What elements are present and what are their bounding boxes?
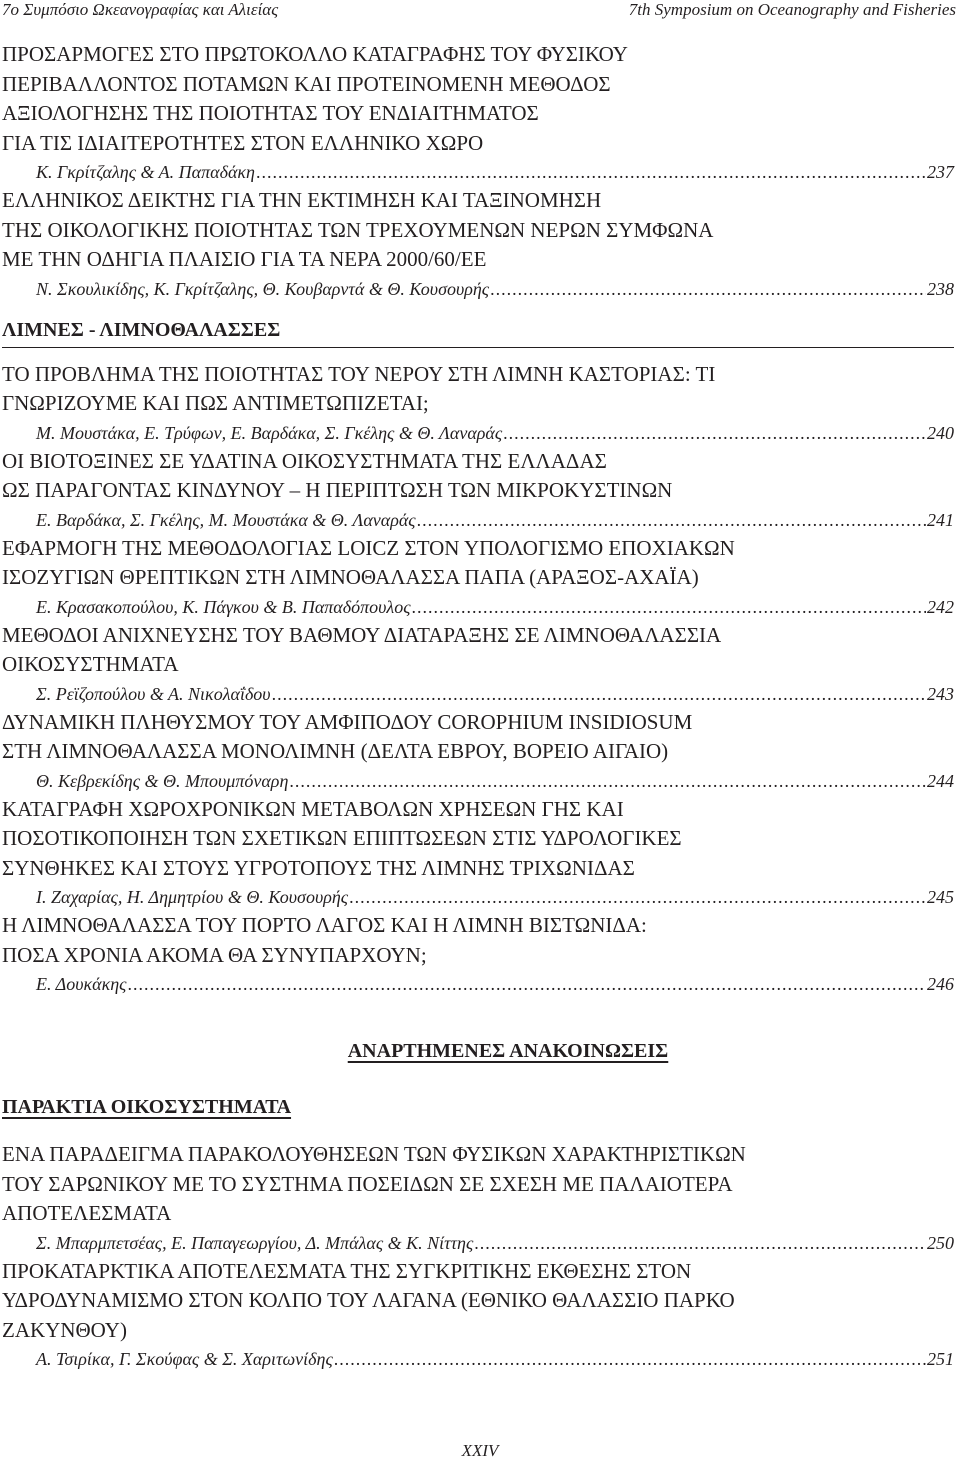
entry-title-line: ΙΣΟΖΥΓΙΩΝ ΘΡΕΠΤΙΚΩΝ ΣΤΗ ΛΙΜΝΟΘΑΛΑΣΣΑ ΠΑΠΑ (ΑΡΑΞΟΣ-ΑΧΑΪΑ) xyxy=(2,565,699,589)
entry-page-number: 238 xyxy=(927,278,954,299)
entry-title-line: ΣΤΗ ΛΙΜΝΟΘΑΛΑΣΣΑ ΜΟΝΟΛΙΜΝΗ (ΔΕΛΤΑ ΕΒΡΟΥ, ΒΟΡΕΙΟ ΑΙΓΑΙΟ) xyxy=(2,739,669,763)
entry-title-line: ΜΕΘΟΔΟΙ ΑΝΙΧΝΕΥΣΗΣ ΤΟΥ ΒΑΘΜΟΥ ΔΙΑΤΑΡΑΞΗΣ ΣΕ ΛΙΜΝΟΘΑΛΑΣΣΙΑ xyxy=(2,622,722,647)
entry-title-line: ΔΥΝΑΜΙΚΗ ΠΛΗΘΥΣΜΟΥ ΤΟΥ ΑΜΦΙΠΟΔΟΥ COROPHIUM INSIDIOSUM xyxy=(2,709,693,734)
entry-title-line: ΠΡΟΚΑΤΑΡΚΤΙΚΑ ΑΠΟΤΕΛΕΣΜΑΤΑ ΤΗΣ ΣΥΓΚΡΙΤΙΚΗΣ ΕΚΘΕΣΗΣ ΣΤΟΝ xyxy=(2,1258,692,1283)
entry-title-line: ΓΙΑ ΤΙΣ ΙΔΙΑΙΤΕΡΟΤΗΤΕΣ ΣΤΟΝ ΕΛΛΗΝΙΚΟ ΧΩΡΟ xyxy=(2,130,484,155)
entry-page-number: 240 xyxy=(927,422,954,443)
entry-authors-row xyxy=(2,767,954,795)
entry-title-line: ΣΥΝΘΗΚΕΣ ΚΑΙ ΣΤΟΥΣ ΥΓΡΟΤΟΠΟΥΣ ΤΗΣ ΛΙΜΝΗΣ ΤΡΙΧΩΝΙΔΑΣ xyxy=(2,855,635,880)
entry-title-line: ΤΟΥ ΣΑΡΩΝΙΚΟΥ ΜΕ ΤΟ ΣΥΣΤΗΜΑ ΠΟΣΕΙΔΩΝ ΣΕ ΣΧΕΣΗ ΜΕ ΠΑΛΑΙΟΤΕΡΑ xyxy=(2,1171,733,1196)
toc-group-coastal xyxy=(2,1140,954,1373)
entry-page-number: 251 xyxy=(927,1349,954,1369)
toc-content xyxy=(2,40,954,1373)
entry-title-line: ΠΟΣΟΤΙΚΟΠΟΙΗΣΗ ΤΩΝ ΣΧΕΤΙΚΩΝ ΕΠΙΠΤΩΣΕΩΝ ΣΤΙΣ ΥΔΡΟΛΟΓΙΚΕΣ xyxy=(2,826,682,850)
entry-authors-row xyxy=(2,506,954,534)
running-header xyxy=(2,0,956,22)
header-left: 7ο Συμπόσιο Ωκεανογραφίας και Αλιείας xyxy=(2,0,279,19)
entry-title-line: ΠΡΟΣΑΡΜΟΓΕΣ ΣΤΟ ΠΡΩΤΟΚΟΛΛΟ ΚΑΤΑΓΡΑΦΗΣ ΤΟΥ ΦΥΣΙΚΟΥ xyxy=(2,42,628,66)
page-number: XXIV xyxy=(461,1441,499,1460)
dot-leader xyxy=(127,970,926,998)
dot-leader xyxy=(474,1229,926,1257)
entry-title-line: ΠΕΡΙΒΑΛΛΟΝΤΟΣ ΠΟΤΑΜΩΝ ΚΑΙ ΠΡΟΤΕΙΝΟΜΕΝΗ ΜΕΘΟΔΟΣ xyxy=(2,71,611,96)
dot-leader xyxy=(490,275,926,303)
entry-title-line: ΩΣ ΠΑΡΑΓΟΝΤΑΣ ΚΙΝΔΥΝΟΥ – Η ΠΕΡΙΠΤΩΣΗ ΤΩΝ ΜΙΚΡΟΚΥΣΤΙΝΩΝ xyxy=(2,478,673,502)
entry-title-line: ΕΦΑΡΜΟΓΗ ΤΗΣ ΜΕΘΟΔΟΛΟΓΙΑΣ LOICZ ΣΤΟΝ ΥΠΟΛΟΓΙΣΜΟ ΕΠΟΧΙΑΚΩΝ xyxy=(2,535,735,560)
entry-authors: Ε. Δουκάκης xyxy=(36,974,127,994)
entry-authors: Θ. Κεβρεκίδης & Θ. Μπουμπόναρη xyxy=(36,770,289,791)
entry-authors-row xyxy=(2,970,954,998)
entry-title-line: ΟΙ ΒΙΟΤΟΞΙΝΕΣ ΣΕ ΥΔΑΤΙΝΑ ΟΙΚΟΣΥΣΤΗΜΑΤΑ ΤΗΣ ΕΛΛΑΔΑΣ xyxy=(2,448,607,473)
entry-title-line: ΥΔΡΟΔΥΝΑΜΙΣΜΟ ΣΤΟΝ ΚΟΛΠΟ ΤΟΥ ΛΑΓΑΝΑ (ΕΘΝΙΚΟ ΘΑΛΑΣΣΙΟ ΠΑΡΚΟ xyxy=(2,1288,735,1312)
entry-title-line: ΕΛΛΗΝΙΚΟΣ ΔΕΙΚΤΗΣ ΓΙΑ ΤΗΝ ΕΚΤΙΜΗΣΗ ΚΑΙ ΤΑΞΙΝΟΜΗΣΗ xyxy=(2,188,602,212)
section-heading-posters: ΑΝΑΡΤΗΜΕΝΕΣ ΑΝΑΚΟΙΝΩΣΕΙΣ xyxy=(347,1040,669,1062)
entry-authors: Μ. Μουστάκα, Ε. Τρύφων, Ε. Βαρδάκα, Σ. Γκέλης & Θ. Λαναράς xyxy=(36,422,503,443)
dot-leader xyxy=(256,158,926,186)
entry-page-number: 237 xyxy=(927,162,954,182)
entry-authors: Α. Τσιρίκα, Γ. Σκούφας & Σ. Χαριτωνίδης xyxy=(36,1349,333,1369)
entry-authors: Κ. Γκρίτζαλης & Α. Παπαδάκη xyxy=(36,162,255,182)
dot-leader xyxy=(412,593,927,621)
toc-entry xyxy=(2,621,954,708)
entry-authors: Ε. Βαρδάκα, Σ. Γκέλης, Μ. Μουστάκα & Θ. Λαναράς xyxy=(36,509,416,530)
entry-title-line: ΓΝΩΡΙΖΟΥΜΕ ΚΑΙ ΠΩΣ ΑΝΤΙΜΕΤΩΠΙΖΕΤΑΙ; xyxy=(2,391,429,415)
entry-title-line: Η ΛΙΜΝΟΘΑΛΑΣΣΑ ΤΟΥ ΠΟΡΤΟ ΛΑΓΟΣ ΚΑΙ Η ΛΙΜΝΗ ΒΙΣΤΩΝΙΔΑ: xyxy=(2,913,647,937)
dot-leader xyxy=(334,1345,926,1373)
entry-title-line: ΑΞΙΟΛΟΓΗΣΗΣ ΤΗΣ ΠΟΙΟΤΗΤΑΣ ΤΟΥ ΕΝΔΙΑΙΤΗΜΑΤΟΣ xyxy=(2,101,539,125)
entry-title-line: ΕΝΑ ΠΑΡΑΔΕΙΓΜΑ ΠΑΡΑΚΟΛΟΥΘΗΣΕΩΝ ΤΩΝ ΦΥΣΙΚΩΝ ΧΑΡΑΚΤΗΡΙΣΤΙΚΩΝ xyxy=(2,1142,746,1166)
toc-entry xyxy=(2,447,954,534)
entry-title-line: ΤΟ ΠΡΟΒΛΗΜΑ ΤΗΣ ΠΟΙΟΤΗΤΑΣ ΤΟΥ ΝΕΡΟΥ ΣΤΗ ΛΙΜΝΗ ΚΑΣΤΟΡΙΑΣ: ΤΙ xyxy=(2,361,716,386)
entry-authors: Σ. Ρεϊζοπούλου & Α. Νικολαΐδου xyxy=(36,683,271,704)
entry-authors-row xyxy=(2,680,954,708)
entry-authors-row xyxy=(2,883,954,911)
toc-entry xyxy=(2,360,954,447)
toc-group-rivers xyxy=(2,40,954,303)
entry-title-line: ΚΑΤΑΓΡΑΦΗ ΧΩΡΟΧΡΟΝΙΚΩΝ ΜΕΤΑΒΟΛΩΝ ΧΡΗΣΕΩΝ ΓΗΣ ΚΑΙ xyxy=(2,796,624,821)
section-heading-coastal: ΠΑΡΑΚΤΙΑ ΟΙΚΟΣΥΣΤΗΜΑΤΑ xyxy=(2,1096,292,1118)
entry-page-number: 241 xyxy=(927,509,954,530)
entry-page-number: 243 xyxy=(927,683,954,704)
toc-entry xyxy=(2,534,954,621)
entry-authors-row xyxy=(2,593,954,621)
toc-entry xyxy=(2,708,954,795)
entry-title-line: ΤΗΣ ΟΙΚΟΛΟΓΙΚΗΣ ΠΟΙΟΤΗΤΑΣ ΤΩΝ ΤΡΕΧΟΥΜΕΝΩΝ ΝΕΡΩΝ ΣΥΜΦΩΝΑ xyxy=(2,217,714,242)
toc-group-lakes xyxy=(2,360,954,999)
toc-entry xyxy=(2,186,954,303)
entry-page-number: 245 xyxy=(927,887,954,907)
entry-authors: Σ. Μπαρμπετσέας, Ε. Παπαγεωργίου, Δ. Μπάλας & Κ. Νίττης xyxy=(36,1232,474,1253)
entry-authors-row xyxy=(2,158,954,186)
dot-leader xyxy=(503,419,926,447)
entry-authors: Ε. Κρασακοπούλου, Κ. Πάγκου & Β. Παπαδόπουλος xyxy=(36,596,411,617)
dot-leader xyxy=(289,767,926,795)
section-heading-lakes: ΛΙΜΝΕΣ - ΛΙΜΝΟΘΑΛΑΣΣΕΣ xyxy=(2,317,954,348)
entry-title-line: ΖΑΚΥΝΘΟΥ) xyxy=(2,1317,127,1342)
toc-entry xyxy=(2,1257,954,1374)
toc-entry xyxy=(2,795,954,912)
entry-title-line: ΟΙΚΟΣΥΣΤΗΜΑΤΑ xyxy=(2,652,179,676)
toc-entry xyxy=(2,911,954,998)
toc-entry xyxy=(2,1140,954,1257)
entry-authors-row xyxy=(2,1229,954,1257)
entry-title-line: ΜΕ ΤΗΝ ΟΔΗΓΙΑ ΠΛΑΙΣΙΟ ΓΙΑ ΤΑ ΝΕΡΑ 2000/60/ΕΕ xyxy=(2,247,487,271)
entry-authors-row xyxy=(2,275,954,303)
entry-page-number: 244 xyxy=(927,770,954,791)
entry-authors: Ν. Σκουλικίδης, Κ. Γκρίτζαλης, Θ. Κουβαρντά & Θ. Κουσουρής xyxy=(36,278,490,299)
dot-leader xyxy=(349,883,926,911)
entry-title-line: ΑΠΟΤΕΛΕΣΜΑΤΑ xyxy=(2,1201,172,1225)
header-right: 7th Symposium on Oceanography and Fisheries xyxy=(628,0,956,19)
entry-page-number: 250 xyxy=(927,1232,954,1253)
entry-page-number: 242 xyxy=(927,596,954,617)
entry-authors: Ι. Ζαχαρίας, Η. Δημητρίου & Θ. Κουσουρής xyxy=(36,887,349,907)
entry-authors-row xyxy=(2,419,954,447)
entry-page-number: 246 xyxy=(927,974,954,994)
entry-authors-row xyxy=(2,1345,954,1373)
toc-entry xyxy=(2,40,954,186)
dot-leader xyxy=(417,506,926,534)
entry-title-line: ΠΟΣΑ ΧΡΟΝΙΑ ΑΚΟΜΑ ΘΑ ΣΥΝΥΠΑΡΧΟΥΝ; xyxy=(2,942,427,967)
dot-leader xyxy=(272,680,926,708)
